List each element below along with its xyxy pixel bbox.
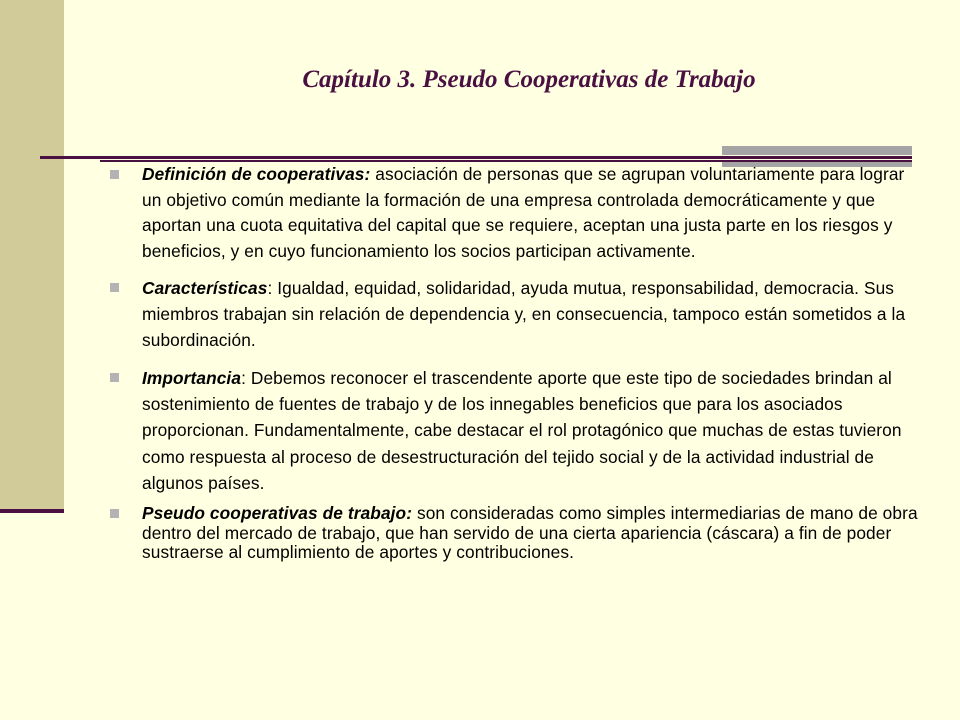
slide-title: Capítulo 3. Pseudo Cooperativas de Trabajo	[302, 66, 756, 93]
bullet-pseudo-cooperativas	[108, 504, 918, 563]
title-rule-thick	[40, 156, 912, 159]
square-bullet-icon	[110, 373, 119, 382]
bullet-text: : Debemos reconocer el trascendente aporte que este tipo de sociedades brindan al sostenimiento de fuentes de trabajo y de los innegables beneficios que para los asociados proporcionan. Fundamentalmente, cabe destacar el rol protagónico que muchas de estas tuvieron como respuesta al proceso de desestructuración del tejido social y de la actividad industrial de algunos países.	[142, 368, 902, 493]
bullet-definicion	[108, 162, 918, 264]
left-band-accent-bar	[0, 509, 64, 513]
bullet-term: Características	[142, 278, 268, 298]
square-bullet-icon	[110, 509, 119, 518]
bullet-text: son consideradas como simples intermediarias de mano de obra dentro del mercado de trabajo, que han servido de una cierta apariencia (cáscara) a fin de poder sustraerse al cumplimiento de aportes y contribuciones.	[142, 503, 918, 563]
bullet-caracteristicas	[108, 275, 918, 353]
bullet-list	[108, 162, 918, 563]
bullet-term: Pseudo cooperativas de trabajo:	[142, 503, 413, 524]
bullet-text: : Igualdad, equidad, solidaridad, ayuda mutua, responsabilidad, democracia. Sus miembros trabajan sin relación de dependencia y, en consecuencia, tampoco están sometidos a la subordinación.	[142, 278, 906, 350]
square-bullet-icon	[110, 283, 119, 292]
bullet-term: Definición de cooperativas:	[142, 164, 371, 184]
title-rule-grey-block	[722, 146, 912, 155]
bullet-importancia	[108, 365, 918, 496]
bullet-term: Importancia	[142, 368, 242, 388]
square-bullet-icon	[110, 170, 119, 179]
bullet-text: asociación de personas que se agrupan voluntariamente para lograr un objetivo común mediante la formación de una empresa controlada democráticamente y que aportan una cuota equitativa del capital que se requiere, aceptan una justa parte en los riesgos y beneficios, y en cuyo funcionamiento los socios participan activamente.	[142, 164, 905, 261]
